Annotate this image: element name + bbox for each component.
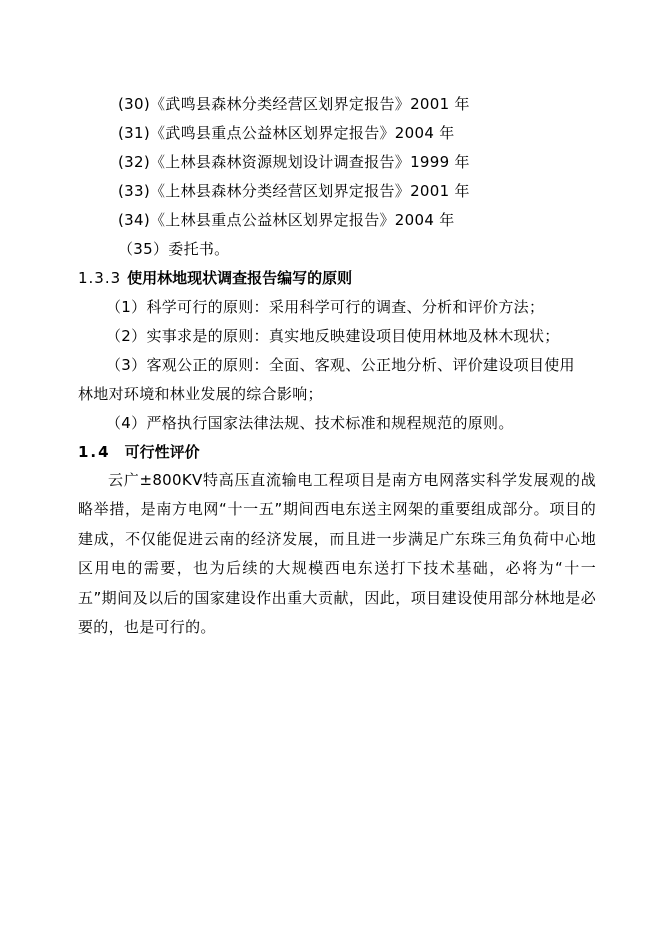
principle-item: （2）实事求是的原则：真实地反映建设项目使用林地及林木现状； <box>106 327 560 345</box>
section-title: 可行性评价 <box>124 443 200 461</box>
feasibility-paragraph: 云广±800KV特高压直流输电工程项目是南方电网落实科学发展观的战略举措，是南方电网“十一五”期间西电东送主网架的重要组成部分。项目的建成，不仅能促进云南的经济发展，而且进一步满足广东珠三角负荷中心地区用电的需要，也为后续的大规模西电东送打下技术基础，必将为“十一五”期间及以后的国家建设作出重大贡献，因此，项目建设使用部分林地是必要的，也是可行的。 <box>78 471 596 637</box>
principle-item: （1）科学可行的原则：采用科学可行的调查、分析和评价方法； <box>106 298 545 316</box>
principle-item: （4）严格执行国家法律法规、技术标准和规程规范的原则。 <box>106 414 514 432</box>
section-heading-1-3-3 <box>78 267 352 289</box>
reference-item: (32)《上林县森林资源规划设计调查报告》1999 年 <box>118 153 470 171</box>
reference-item: (34)《上林县重点公益林区划界定报告》2004 年 <box>118 211 455 229</box>
section-title: 使用林地现状调查报告编写的原则 <box>127 269 353 287</box>
reference-item: (33)《上林县森林分类经营区划界定报告》2001 年 <box>118 182 470 200</box>
section-heading-1-4 <box>78 441 200 463</box>
principle-item-continuation: 林地对环境和林业发展的综合影响； <box>78 385 323 403</box>
reference-item: （35）委托书。 <box>118 240 230 258</box>
reference-item: (31)《武鸣县重点公益林区划界定报告》2004 年 <box>118 124 455 142</box>
section-number: 1.4 <box>78 443 111 461</box>
reference-item: (30)《武鸣县森林分类经营区划界定报告》2001 年 <box>118 95 470 113</box>
principle-item: （3）客观公正的原则：全面、客观、公正地分析、评价建设项目使用 <box>106 356 575 374</box>
section-number: 1.3.3 <box>78 269 122 287</box>
